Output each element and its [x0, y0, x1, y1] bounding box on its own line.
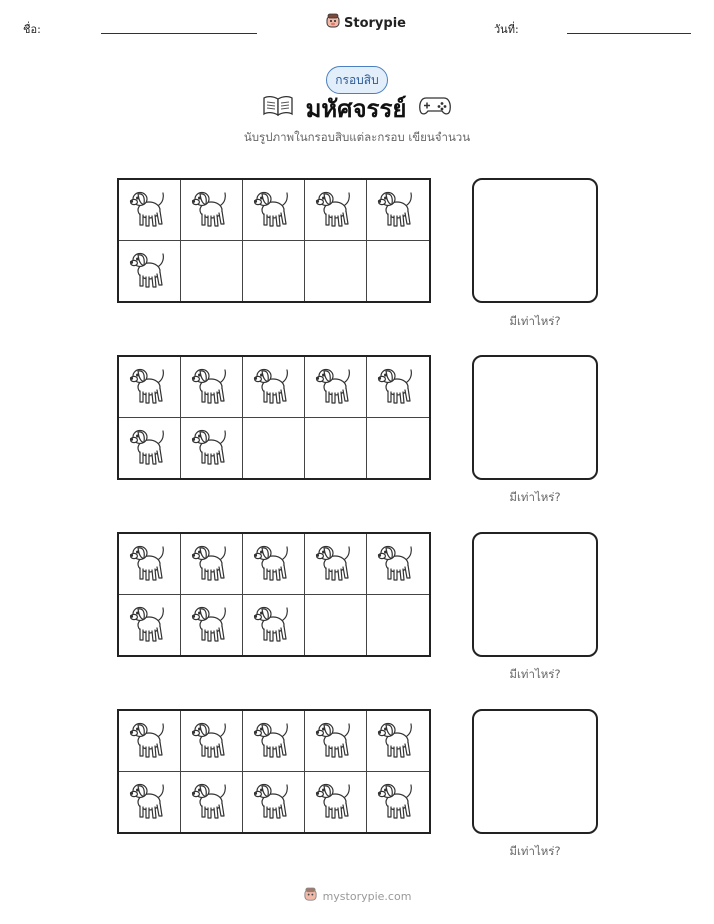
footer — [0, 887, 714, 906]
puppy-icon — [252, 777, 296, 827]
ten-frame-cell — [243, 357, 305, 418]
puppy-icon — [128, 600, 172, 650]
puppy-icon — [190, 185, 234, 235]
how-many-prompt-4: มีเท่าไหร่? — [509, 844, 561, 858]
ten-frame-cell — [367, 180, 429, 241]
ten-frame-cell — [181, 595, 243, 656]
name-label: ชื่อ: — [23, 23, 41, 36]
how-many-prompt-2: มีเท่าไหร่? — [509, 490, 561, 504]
puppy-icon — [128, 185, 172, 235]
ten-frame-cell — [243, 418, 305, 479]
how-many-prompt-1: มีเท่าไหร่? — [509, 314, 561, 328]
puppy-icon — [128, 716, 172, 766]
date-line — [567, 33, 691, 34]
puppy-icon — [252, 185, 296, 235]
ten-frame-cell — [367, 241, 429, 302]
storypie-mascot-icon — [325, 13, 341, 34]
puppy-icon — [314, 185, 358, 235]
puppy-icon — [190, 777, 234, 827]
ten-frame-cell — [367, 357, 429, 418]
footer-url: mystorypie.com — [322, 890, 412, 903]
ten-frame-cell — [181, 418, 243, 479]
title-row — [0, 92, 714, 124]
ten-frame-cell — [367, 711, 429, 772]
puppy-icon — [128, 423, 172, 473]
puppy-icon — [252, 600, 296, 650]
ten-frame-cell — [119, 418, 181, 479]
how-many-prompt-3: มีเท่าไหร่? — [509, 667, 561, 681]
ten-frame-cell — [119, 180, 181, 241]
brand-logo — [325, 13, 406, 34]
puppy-icon — [128, 246, 172, 296]
ten-frame-cell — [243, 772, 305, 833]
puppy-icon — [128, 362, 172, 412]
answer-box-4[interactable] — [472, 709, 598, 834]
ten-frame-3 — [117, 532, 431, 657]
puppy-icon — [376, 777, 420, 827]
ten-frame-cell — [181, 534, 243, 595]
puppy-icon — [314, 777, 358, 827]
puppy-icon — [376, 185, 420, 235]
ten-frame-cell — [305, 711, 367, 772]
ten-frame-cell — [119, 711, 181, 772]
puppy-icon — [128, 777, 172, 827]
puppy-icon — [252, 716, 296, 766]
ten-frame-cell — [305, 418, 367, 479]
ten-frame-cell — [119, 595, 181, 656]
ten-frame-cell — [181, 241, 243, 302]
ten-frame-cell — [243, 241, 305, 302]
ten-frame-cell — [367, 595, 429, 656]
puppy-icon — [314, 362, 358, 412]
puppy-icon — [252, 539, 296, 589]
puppy-icon — [190, 600, 234, 650]
ten-frame-cell — [181, 180, 243, 241]
ten-frame-cell — [243, 595, 305, 656]
storypie-mascot-icon — [303, 887, 318, 906]
puppy-icon — [314, 716, 358, 766]
ten-frame-cell — [305, 241, 367, 302]
open-book-icon — [262, 94, 294, 122]
ten-frame-cell — [243, 534, 305, 595]
ten-frame-cell — [305, 357, 367, 418]
answer-box-3[interactable] — [472, 532, 598, 657]
ten-frame-cell — [119, 534, 181, 595]
ten-frame-cell — [367, 418, 429, 479]
puppy-icon — [314, 539, 358, 589]
answer-box-2[interactable] — [472, 355, 598, 480]
instructions: นับรูปภาพในกรอบสิบแต่ละกรอบ เขียนจำนวน — [243, 130, 471, 144]
name-line — [101, 33, 257, 34]
puppy-icon — [376, 362, 420, 412]
brand-name: Storypie — [344, 16, 406, 31]
puppy-icon — [376, 716, 420, 766]
ten-frame-cell — [305, 534, 367, 595]
ten-frame-cell — [119, 772, 181, 833]
date-label: วันที่: — [494, 23, 519, 36]
puppy-icon — [252, 362, 296, 412]
worksheet-title: มหัศจรรย์ — [305, 94, 407, 123]
ten-frame-4 — [117, 709, 431, 834]
ten-frame-2 — [117, 355, 431, 480]
ten-frame-cell — [305, 595, 367, 656]
ten-frame-cell — [367, 772, 429, 833]
puppy-icon — [190, 539, 234, 589]
topic-badge: กรอบสิบ — [326, 66, 388, 94]
puppy-icon — [190, 716, 234, 766]
game-controller-icon — [418, 95, 452, 121]
ten-frame-cell — [367, 534, 429, 595]
ten-frame-1 — [117, 178, 431, 303]
ten-frame-cell — [119, 241, 181, 302]
ten-frame-cell — [119, 357, 181, 418]
answer-box-1[interactable] — [472, 178, 598, 303]
ten-frame-cell — [243, 180, 305, 241]
puppy-icon — [190, 362, 234, 412]
ten-frame-cell — [181, 772, 243, 833]
ten-frame-cell — [305, 772, 367, 833]
ten-frame-cell — [243, 711, 305, 772]
ten-frame-cell — [181, 357, 243, 418]
puppy-icon — [376, 539, 420, 589]
ten-frame-cell — [305, 180, 367, 241]
puppy-icon — [190, 423, 234, 473]
ten-frame-cell — [181, 711, 243, 772]
puppy-icon — [128, 539, 172, 589]
